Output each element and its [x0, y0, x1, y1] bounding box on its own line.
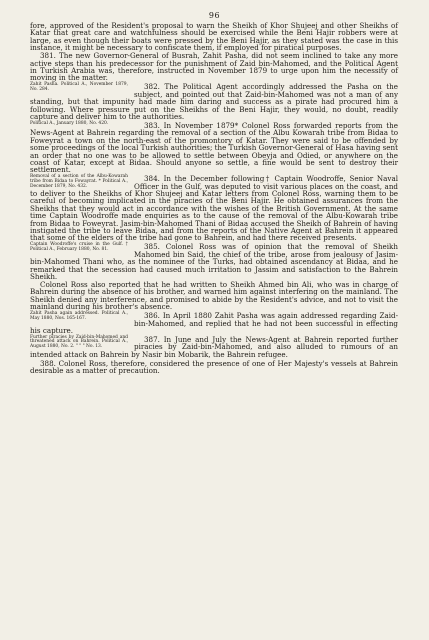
margin-note: Zahit Pasha again addressed. Political A., May 1880, Nos. 165-167. — [30, 310, 128, 321]
margin-note: Zahit Pasha. Political A., November 1879, No. 284. — [30, 82, 128, 92]
margin-note: Removal of a section of the Albu-Kowarah tribe from Bidaa to Fowayrat. * Political A., December 1879, No. 432. — [30, 173, 128, 189]
margin-note: Further piracies by Zaid-bin-Mahomed and threatened attack on Bahrein. Political A., August 1880, No. 2. " " " No. 13. — [30, 334, 128, 350]
paragraph-number: 383. — [144, 120, 160, 130]
margin-note: Political A., January 1880, No. 420. — [30, 120, 109, 126]
body-text — [30, 22, 398, 375]
paragraph-383: 383. In November 1879* Colonel Ross forwarded reports from the News-Agent at Bahrein regarding the removal of a section of the Albu Kowarah tribe from Bidaa to Foweyrat a town on the north-east of the promontory of Katar. They were said to be offended by some proceedings of the local Turkish authorities; the Turkish Governor-General of Hasa having sent an order that no one was to be allowed to settle between Obeyja and Odied, or anywhere on the coast of Katar, except at Bidaa. Should anyone so settle, a fine would be sent to destroy their settlement. — [30, 120, 398, 175]
paragraph-385: 385. Colonel Ross was of opinion that the removal of Sheikh Mahomed bin Said, the chief of the tribe, arose from jealousy of Jasim-bin-Mahomed Thani who, as the nominee of the Turks, had obtained ascendancy at Bidaa, and he remarked that the secession had caused much irritation to Jassim and satisfaction to the Bahrein Sheikh. — [30, 242, 398, 281]
paragraph-number: 386. — [144, 311, 160, 321]
paragraph-387: 387. In June and July the News-Agent at Bahrein reported further piracies by Zaid-bin-Mahomed, and also alluded to rumours of an intended attack on Bahrein by Nasir bin Mobarik, the Bahrein refugee. — [30, 334, 398, 359]
paragraph-number: 384. — [144, 174, 160, 184]
paragraph-382: 382. The Political Agent accordingly addressed the Pasha on the subject, and pointed out that Zaid-bin-Mahomed was not a man of any standing, but that impunity had made him daring and success as a pirate had procured him a following. Where pressure put on the Sheikhs of the Beni Hajir, they would, no doubt, readily capture and deliver him to the authorities. — [30, 82, 398, 121]
paragraph-386: 386. In April 1880 Zahit Pasha was again addressed regarding Zaid-bin-Mahomed, and replied that he had not been successful in effecting his capture. — [30, 311, 398, 335]
paragraph-number: 382. — [144, 82, 160, 92]
page-number: 96 — [208, 11, 221, 20]
margin-note: Captain Woodroffe's cruise in the Gulf. † Political A., February 1880, No. 81. — [30, 242, 128, 252]
paragraph-384: 384. In the December following† Captain Woodroffe, Senior Naval Officer in the Gulf, was deputed to visit various places on the coast, and to deliver to the Sheikhs of Khor Shujeej and Katar letters from Colonel Ross, warning them to be careful of becoming implicated in the piracies of the Beni Hajir. He obtained assurances from the Sheikhs that they would act in accordance with the wishes of the British Government. At the same time Captain Woodroffe made enquiries as to the cause of the removal of the Albu-Kowarah tribe from Bidaa to Foweyrat. Jasim-bin-Mahomed Thani of Bidaa accused the Sheikh of Bahrein of having instigated the tribe to leave Bidaa, and from the reports of the Native Agent at Bahrein it appeared that some of the elders of the tribe had gone to Bahrein, and had there received presents. — [30, 174, 398, 243]
paragraph-381-continued: fore, approved of the Resident's proposal to warn the Sheikh of Khor Shujeej and other Sheikhs of Katar that great care and watchfulness should be exercised while the Beni Hajir robbers were at large, as even though their boats were pressed by the Beni Hajir, as they stated was the case in this instance, it might be necessary to confiscate them, if employed for piratical purposes. — [30, 21, 398, 53]
paragraph-number: 388. — [40, 358, 56, 368]
paragraph-381: 381. The new Governor-General of Busrah, Zahit Pasha, did not seem inclined to take any more active steps than his predecessor for the punishment of Zaid bin-Mahomed, and the Political Agent in Turkish Arabia was, therefore, instructed in November 1879 to urge upon him the necessity of moving in the matter. — [30, 51, 398, 83]
paragraph-number: 387. — [144, 334, 160, 344]
paragraph-388: 388. Colonel Ross, therefore, considered the presence of one of Her Majesty's vessels at Bahrein desirable as a matter of precaution. — [30, 358, 398, 375]
paragraph-number: 381. — [40, 51, 56, 61]
paragraph-number: 385. — [144, 242, 160, 252]
paragraph-385-continued: Colonel Ross also reported that he had written to Sheikh Ahmed bin Ali, who was in charge of Bahrein during the absence of his brother, and warned him against interfering on the mainland. The Sheikh denied any interference, and promised to abide by the Resident's advice, and not to visit the mainland during his brother's absence. — [30, 280, 398, 312]
